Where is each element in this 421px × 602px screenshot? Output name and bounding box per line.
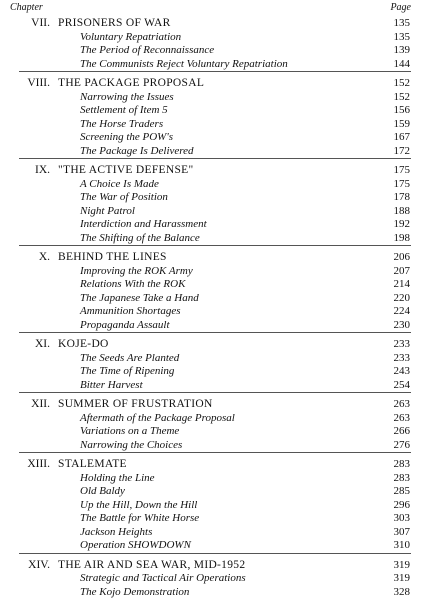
chapter-title: THE PACKAGE PROPOSAL	[58, 77, 205, 89]
section-page-number: 310	[393, 539, 410, 551]
section-title: The Shifting of the Balance	[80, 231, 200, 244]
section-entry	[0, 205, 421, 219]
section-page-number: 167	[393, 131, 410, 143]
section-title: Voluntary Repatriation	[80, 30, 182, 43]
section-page-number: 198	[393, 231, 410, 244]
section-entry	[0, 412, 421, 426]
section-page-number: 319	[393, 572, 410, 584]
chapter-heading-row	[0, 559, 421, 573]
section-title: Screening the POW's	[80, 131, 173, 143]
section-page-number: 135	[393, 30, 410, 43]
section-page-number: 152	[393, 90, 410, 103]
section-entry	[0, 292, 421, 306]
chapter-column-label: Chapter	[10, 2, 43, 13]
section-title: Up the Hill, Down the Hill	[80, 498, 198, 511]
section-entry	[0, 178, 421, 192]
section-page-number: 296	[393, 498, 410, 511]
section-entry	[0, 485, 421, 499]
section-entry	[0, 539, 421, 553]
section-page-number: 283	[393, 471, 410, 484]
chapter-number: VII.	[31, 17, 50, 29]
section-entry	[0, 104, 421, 118]
chapter-title: THE AIR AND SEA WAR, MID-1952	[58, 558, 246, 571]
section-title: Interdiction and Harassment	[80, 218, 207, 230]
column-headers	[10, 2, 411, 13]
section-entry	[0, 472, 421, 486]
chapter-number: X.	[38, 251, 50, 263]
section-title: Propaganda Assault	[80, 318, 170, 331]
section-title: Narrowing the Issues	[80, 90, 174, 103]
section-title: Ammunition Shortages	[80, 305, 181, 317]
section-page-number: 156	[393, 104, 410, 116]
section-title: The Time of Ripening	[80, 365, 175, 377]
section-page-number: 266	[393, 425, 410, 437]
chapter-heading-row	[0, 17, 421, 31]
section-page-number: 178	[393, 191, 410, 203]
chapter-number: XIV.	[28, 558, 50, 571]
section-entry	[0, 352, 421, 366]
section-title: The Package Is Delivered	[80, 144, 194, 157]
section-entry	[0, 191, 421, 205]
chapter-page-number: 263	[393, 398, 410, 410]
chapter-heading-row	[0, 398, 421, 412]
section-page-number: 328	[393, 585, 410, 598]
section-entry	[0, 44, 421, 58]
chapter-entry	[0, 15, 421, 71]
section-page-number: 307	[393, 525, 410, 538]
chapter-entry	[0, 452, 421, 553]
page-column-label: Page	[390, 2, 411, 13]
section-title: Old Baldy	[80, 485, 125, 497]
section-page-number: 263	[393, 411, 410, 424]
section-page-number: 285	[393, 485, 410, 497]
chapter-page-number: 175	[393, 164, 410, 176]
section-title: Night Patrol	[80, 204, 135, 217]
section-entry	[0, 131, 421, 145]
section-title: The War of Position	[80, 191, 168, 203]
section-page-number: 230	[393, 318, 410, 331]
section-entry	[0, 31, 421, 45]
section-title: Settlement of Item 5	[80, 104, 168, 116]
section-entry	[0, 319, 421, 333]
chapter-number: VIII.	[27, 77, 50, 89]
chapter-entry	[0, 553, 421, 600]
section-title: Operation SHOWDOWN	[80, 539, 191, 551]
chapter-page-number: 135	[393, 17, 410, 29]
section-page-number: 172	[393, 144, 410, 157]
section-title: Narrowing the Choices	[80, 438, 183, 451]
section-page-number: 224	[393, 305, 410, 317]
section-entry	[0, 526, 421, 540]
section-title: The Communists Reject Voluntary Repatriation	[80, 57, 288, 70]
section-title: The Seeds Are Planted	[80, 351, 180, 364]
section-page-number: 192	[393, 218, 410, 230]
section-title: The Horse Traders	[80, 117, 164, 130]
chapter-title: KOJE-DO	[58, 338, 109, 350]
section-entry	[0, 232, 421, 246]
section-entry	[0, 499, 421, 513]
section-title: Jackson Heights	[80, 525, 153, 538]
chapter-page-number: 206	[393, 251, 410, 263]
chapter-number: XIII.	[27, 458, 50, 470]
chapter-number: XII.	[31, 398, 50, 410]
table-of-contents	[0, 15, 421, 599]
section-entry	[0, 218, 421, 232]
section-entry	[0, 365, 421, 379]
section-page-number: 303	[393, 512, 410, 524]
section-title: A Choice Is Made	[80, 177, 159, 190]
section-title: The Period of Reconnaissance	[80, 44, 215, 56]
chapter-entry	[0, 245, 421, 332]
chapter-number: IX.	[34, 164, 50, 176]
section-entry	[0, 379, 421, 393]
section-title: Improving the ROK Army	[80, 264, 193, 277]
chapter-page-number: 283	[393, 458, 410, 470]
section-page-number: 276	[393, 438, 410, 451]
section-entry	[0, 265, 421, 279]
chapter-page-number: 319	[393, 558, 410, 571]
section-page-number: 188	[393, 204, 410, 217]
section-title: The Battle for White Horse	[80, 512, 200, 524]
section-entry	[0, 278, 421, 292]
section-page-number: 207	[393, 264, 410, 277]
chapter-entry	[0, 332, 421, 392]
section-page-number: 254	[393, 378, 410, 391]
chapter-entry	[0, 158, 421, 245]
section-page-number: 144	[393, 57, 410, 70]
section-entry	[0, 91, 421, 105]
chapter-title: BEHIND THE LINES	[58, 251, 167, 263]
section-entry	[0, 586, 421, 600]
chapter-heading-row	[0, 251, 421, 265]
section-title: Variations on a Theme	[80, 425, 180, 437]
section-page-number: 243	[393, 365, 410, 377]
section-page-number: 159	[393, 117, 410, 130]
section-title: Aftermath of the Package Proposal	[80, 411, 235, 424]
chapter-entry	[0, 71, 421, 158]
section-page-number: 139	[393, 44, 410, 56]
section-entry	[0, 512, 421, 526]
chapter-title: PRISONERS OF WAR	[58, 17, 171, 29]
section-title: The Kojo Demonstration	[80, 585, 190, 598]
section-title: The Japanese Take a Hand	[80, 291, 199, 304]
section-page-number: 233	[393, 351, 410, 364]
section-entry	[0, 58, 421, 72]
section-entry	[0, 572, 421, 586]
section-page-number: 175	[393, 177, 410, 190]
chapter-heading-row	[0, 164, 421, 178]
chapter-heading-row	[0, 338, 421, 352]
section-page-number: 214	[393, 278, 410, 290]
chapter-heading-row	[0, 77, 421, 91]
chapter-entry	[0, 392, 421, 452]
section-entry	[0, 425, 421, 439]
chapter-heading-row	[0, 458, 421, 472]
section-entry	[0, 305, 421, 319]
chapter-number: XI.	[34, 338, 50, 350]
section-page-number: 220	[393, 291, 410, 304]
section-title: Holding the Line	[80, 471, 155, 484]
section-entry	[0, 118, 421, 132]
chapter-title: STALEMATE	[58, 458, 127, 470]
section-entry	[0, 439, 421, 453]
chapter-title: SUMMER OF FRUSTRATION	[58, 398, 213, 410]
section-entry	[0, 145, 421, 159]
section-title: Strategic and Tactical Air Operations	[80, 572, 246, 584]
section-title: Bitter Harvest	[80, 378, 143, 391]
chapter-page-number: 152	[393, 77, 410, 89]
section-title: Relations With the ROK	[80, 278, 186, 290]
chapter-page-number: 233	[393, 338, 410, 350]
chapter-title: "THE ACTIVE DEFENSE"	[58, 164, 194, 176]
